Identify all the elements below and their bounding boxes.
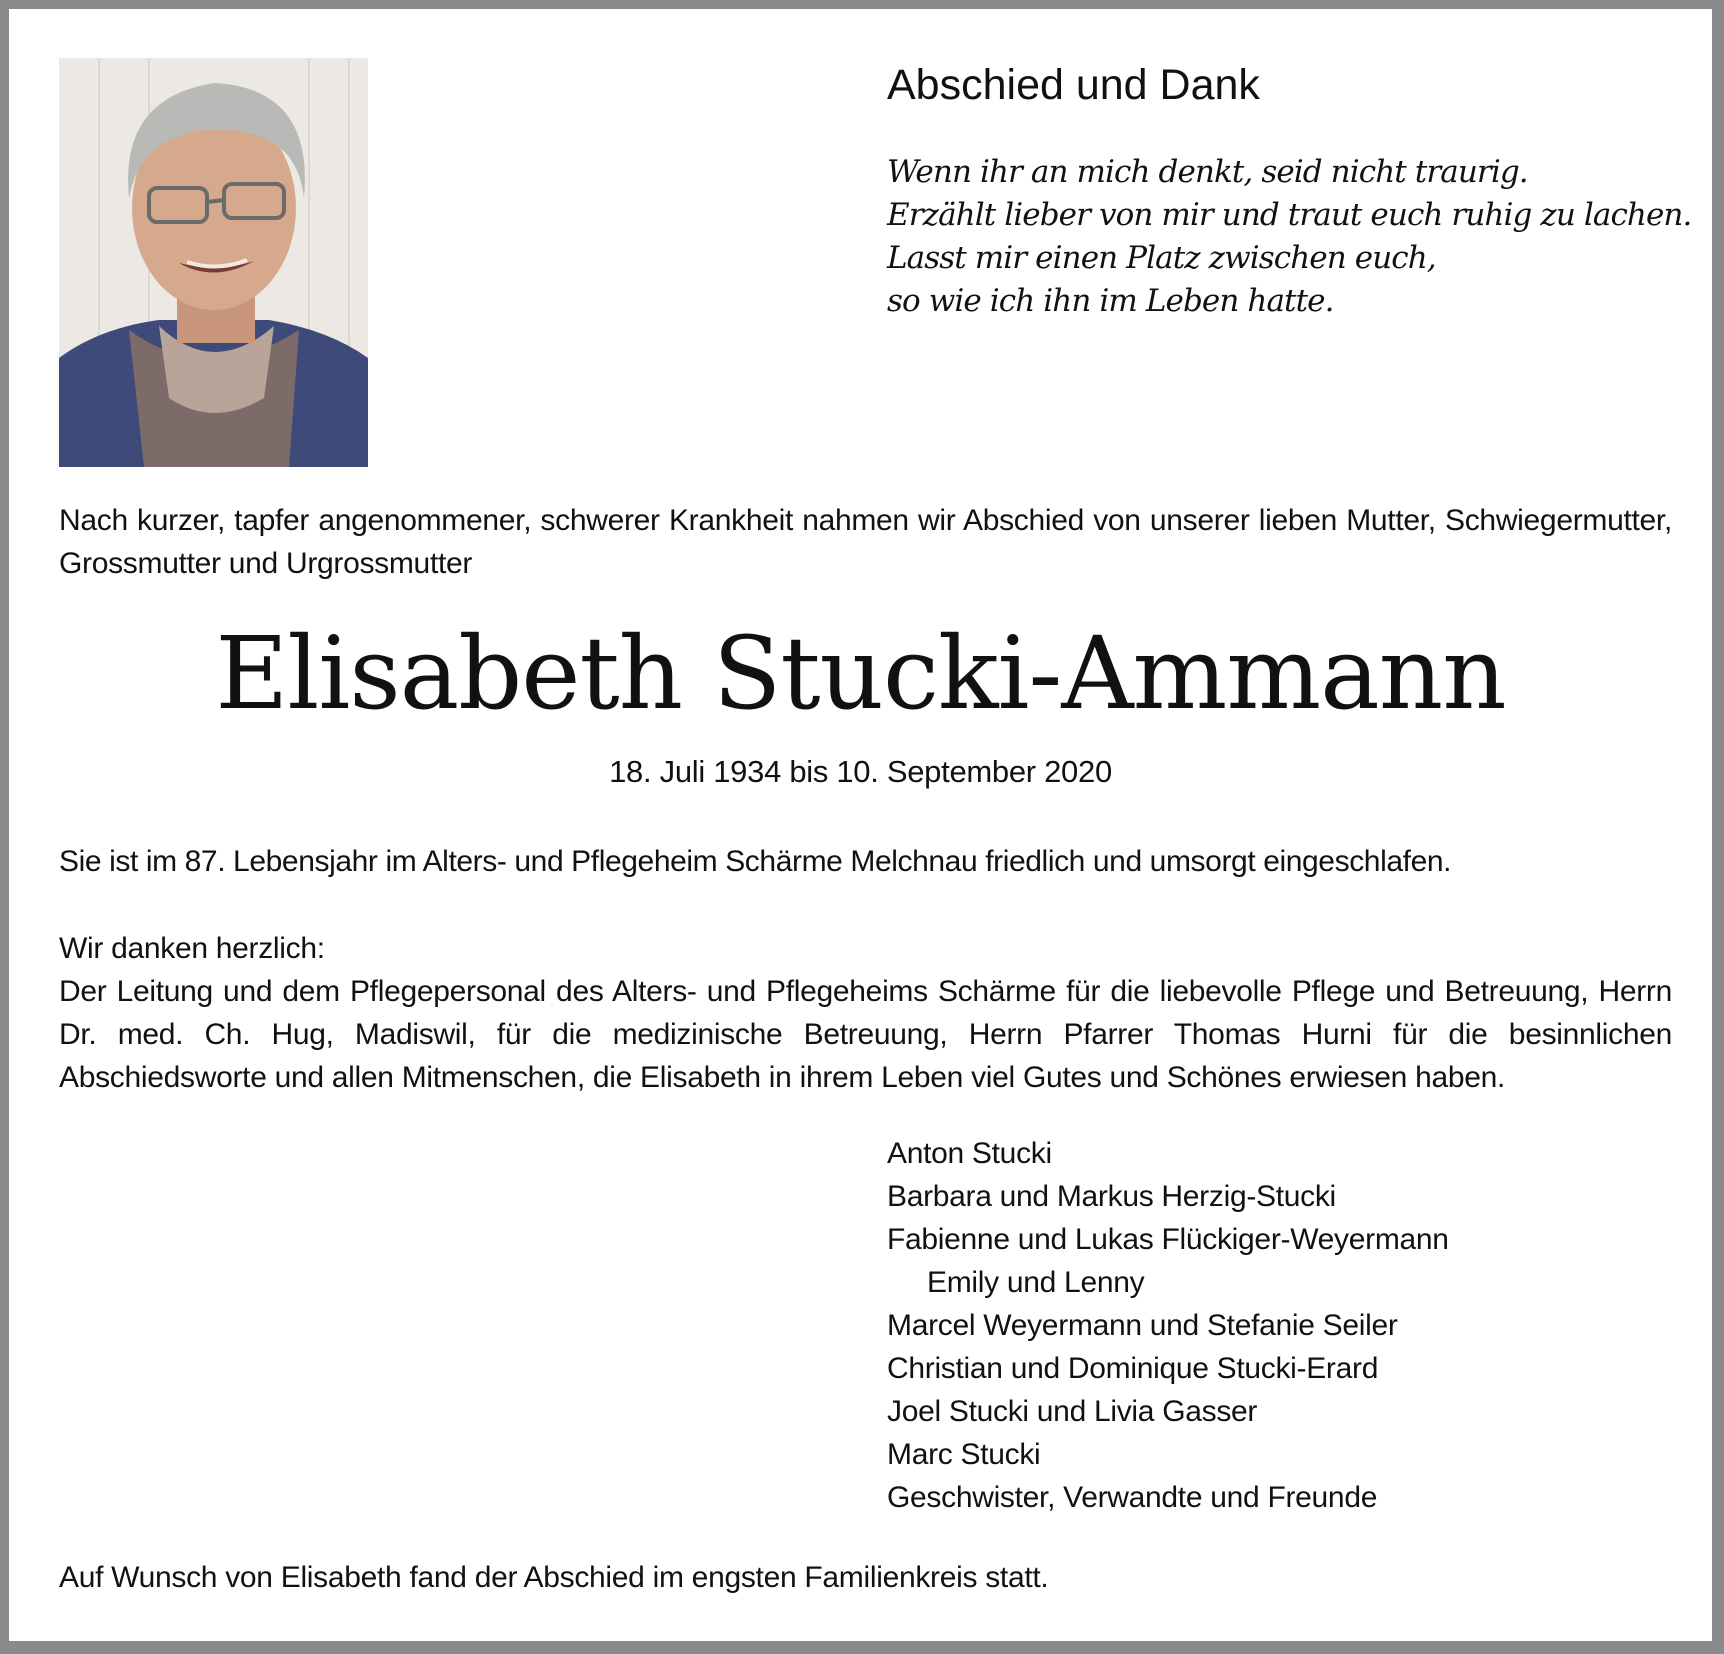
- poem-line: Lasst mir einen Platz zwischen euch,: [887, 240, 1436, 276]
- obituary-notice: [9, 9, 1712, 1641]
- closing-note: Auf Wunsch von Elisabeth fand der Abschied im engsten Familienkreis statt.: [59, 1561, 1049, 1594]
- family-member: Anton Stucki: [887, 1137, 1052, 1170]
- family-member: Marc Stucki: [887, 1438, 1041, 1471]
- family-member: Geschwister, Verwandte und Freunde: [887, 1481, 1378, 1514]
- notice-heading: Abschied und Dank: [887, 61, 1260, 109]
- family-member: Barbara und Markus Herzig-Stucki: [887, 1180, 1336, 1213]
- family-member: Marcel Weyermann und Stefanie Seiler: [887, 1309, 1398, 1342]
- poem-line: so wie ich ihn im Leben hatte.: [887, 283, 1334, 319]
- deceased-name: Elisabeth Stucki-Ammann: [215, 615, 1506, 732]
- intro-paragraph: Nach kurzer, tapfer angenommener, schwerer Krankheit nahmen wir Abschied von unserer lieben Mutter, Schwiegermutter, Grossmutter und Urgrossmutter: [59, 504, 1672, 580]
- family-signatures: [887, 1132, 1449, 1519]
- poem-line: Wenn ihr an mich denkt, seid nicht traurig.: [887, 154, 1528, 190]
- memorial-poem: [887, 151, 1691, 323]
- portrait-illustration: [59, 58, 368, 467]
- thanks-paragraph: Der Leitung und dem Pflegepersonal des Alters- und Pflegeheims Schärme für die liebevolle Pflege und Betreuung, Herrn Dr. med. Ch. Hug, Madiswil, für die medizinische Betreuung, Herrn Pfarrer Thomas Hurni für die besinnlichen Abschiedsworte und allen Mitmenschen, die Elisabeth in ihrem Leben viel Gutes und Schönes erwiesen haben.: [59, 975, 1672, 1094]
- life-dates: 18. Juli 1934 bis 10. September 2020: [609, 754, 1112, 789]
- family-member: Fabienne und Lukas Flückiger-Weyermann: [887, 1223, 1449, 1256]
- poem-line: Erzählt lieber von mir und traut euch ruhig zu lachen.: [887, 197, 1692, 233]
- portrait-photo: [59, 58, 368, 467]
- passing-remark: Sie ist im 87. Lebensjahr im Alters- und Pflegeheim Schärme Melchnau friedlich und umsorgt eingeschlafen.: [59, 845, 1452, 878]
- thanks-title: Wir danken herzlich:: [59, 932, 325, 965]
- family-member: Christian und Dominique Stucki-Erard: [887, 1352, 1379, 1385]
- family-member: Joel Stucki und Livia Gasser: [887, 1395, 1258, 1428]
- family-member: Emily und Lenny: [927, 1266, 1145, 1299]
